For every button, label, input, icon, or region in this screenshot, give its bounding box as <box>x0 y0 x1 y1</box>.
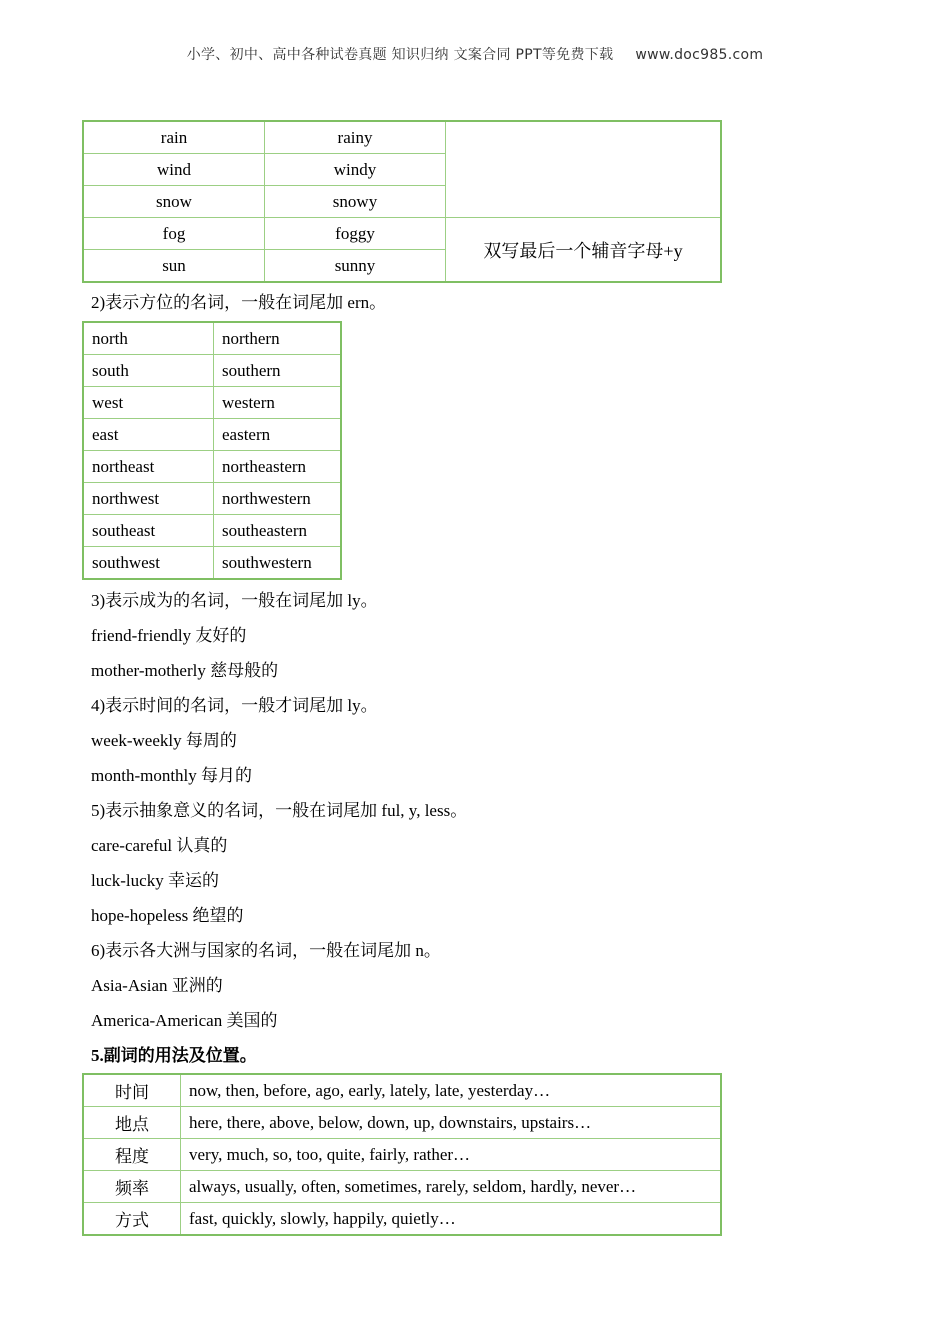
table-cell-adj: sunny <box>265 250 446 283</box>
table-cell-noun: fog <box>83 218 265 250</box>
table-cell-noun: wind <box>83 154 265 186</box>
example-line: month-monthly 每月的 <box>91 766 253 785</box>
table-row <box>83 1074 721 1107</box>
table-cell-adj: snowy <box>265 186 446 218</box>
table-row <box>83 355 341 387</box>
table-row <box>83 218 721 250</box>
section-heading-3: 3)表示成为的名词，一般在词尾加 ly。 <box>91 591 378 610</box>
table-cell-adj: southeastern <box>214 515 342 547</box>
page-header <box>0 44 950 64</box>
table-cell-noun: sun <box>83 250 265 283</box>
section-heading-5: 5)表示抽象意义的名词，一般在词尾加 ful, y, less。 <box>91 801 468 820</box>
table-cell-category: 时间 <box>83 1074 181 1107</box>
table-cell-adj: windy <box>265 154 446 186</box>
table-cell-noun: south <box>83 355 214 387</box>
table-row <box>83 515 341 547</box>
adverb-position-table <box>82 1073 722 1236</box>
table-cell-adj: rainy <box>265 121 446 154</box>
table-cell-noun: snow <box>83 186 265 218</box>
example-line: America-American 美国的 <box>91 1011 278 1030</box>
section-title-5: 5.副词的用法及位置。 <box>91 1046 257 1065</box>
table-row <box>83 1203 721 1236</box>
table-row <box>83 419 341 451</box>
table-cell-noun: northwest <box>83 483 214 515</box>
section-heading-4: 4)表示时间的名词，一般才词尾加 ly。 <box>91 696 378 715</box>
table-row <box>83 483 341 515</box>
table-cell-adj: southwestern <box>214 547 342 580</box>
table-cell-noun: west <box>83 387 214 419</box>
table-cell-noun: southeast <box>83 515 214 547</box>
table-cell-category: 方式 <box>83 1203 181 1236</box>
table-row <box>83 547 341 580</box>
weather-adjective-table <box>82 120 722 283</box>
table-cell-noun: north <box>83 322 214 355</box>
example-line: care-careful 认真的 <box>91 836 228 855</box>
table-cell-words: fast, quickly, slowly, happily, quietly… <box>181 1203 722 1236</box>
table-cell-category: 程度 <box>83 1139 181 1171</box>
table-row <box>83 1107 721 1139</box>
table-row <box>83 322 341 355</box>
table-row <box>83 1171 721 1203</box>
table-cell-adj: southern <box>214 355 342 387</box>
table-row <box>83 451 341 483</box>
table-cell-empty <box>446 121 722 218</box>
table-cell-adj: northwestern <box>214 483 342 515</box>
section-heading-6: 6)表示各大洲与国家的名词，一般在词尾加 n。 <box>91 941 441 960</box>
example-line: hope-hopeless 绝望的 <box>91 906 244 925</box>
table-row <box>83 1139 721 1171</box>
table-row <box>83 387 341 419</box>
table-cell-words: here, there, above, below, down, up, downstairs, upstairs… <box>181 1107 722 1139</box>
example-line: Asia-Asian 亚洲的 <box>91 976 223 995</box>
table-cell-noun: southwest <box>83 547 214 580</box>
table-cell-adj: western <box>214 387 342 419</box>
table-cell-adj: foggy <box>265 218 446 250</box>
section-heading-2: 2)表示方位的名词，一般在词尾加 ern。 <box>91 293 387 312</box>
table-cell-adj: northern <box>214 322 342 355</box>
rule-note: 双写最后一个辅音字母+y <box>446 218 722 283</box>
direction-adjective-table <box>82 321 342 580</box>
table-row <box>83 121 721 154</box>
table-cell-noun: rain <box>83 121 265 154</box>
header-text: 小学、初中、高中各种试卷真题 知识归纳 文案合同 PPT等免费下载 <box>186 47 614 63</box>
table-cell-words: very, much, so, too, quite, fairly, rather… <box>181 1139 722 1171</box>
table-cell-words: always, usually, often, sometimes, rarely, seldom, hardly, never… <box>181 1171 722 1203</box>
example-line: mother-motherly 慈母般的 <box>91 661 279 680</box>
example-line: luck-lucky 幸运的 <box>91 871 219 890</box>
table-cell-adj: northeastern <box>214 451 342 483</box>
table-cell-words: now, then, before, ago, early, lately, late, yesterday… <box>181 1074 722 1107</box>
example-line: week-weekly 每周的 <box>91 731 237 750</box>
table-cell-category: 频率 <box>83 1171 181 1203</box>
header-site: www.doc985.com <box>635 47 764 63</box>
table-cell-adj: eastern <box>214 419 342 451</box>
table-cell-noun: east <box>83 419 214 451</box>
example-line: friend-friendly 友好的 <box>91 626 247 645</box>
table-cell-noun: northeast <box>83 451 214 483</box>
table-cell-category: 地点 <box>83 1107 181 1139</box>
